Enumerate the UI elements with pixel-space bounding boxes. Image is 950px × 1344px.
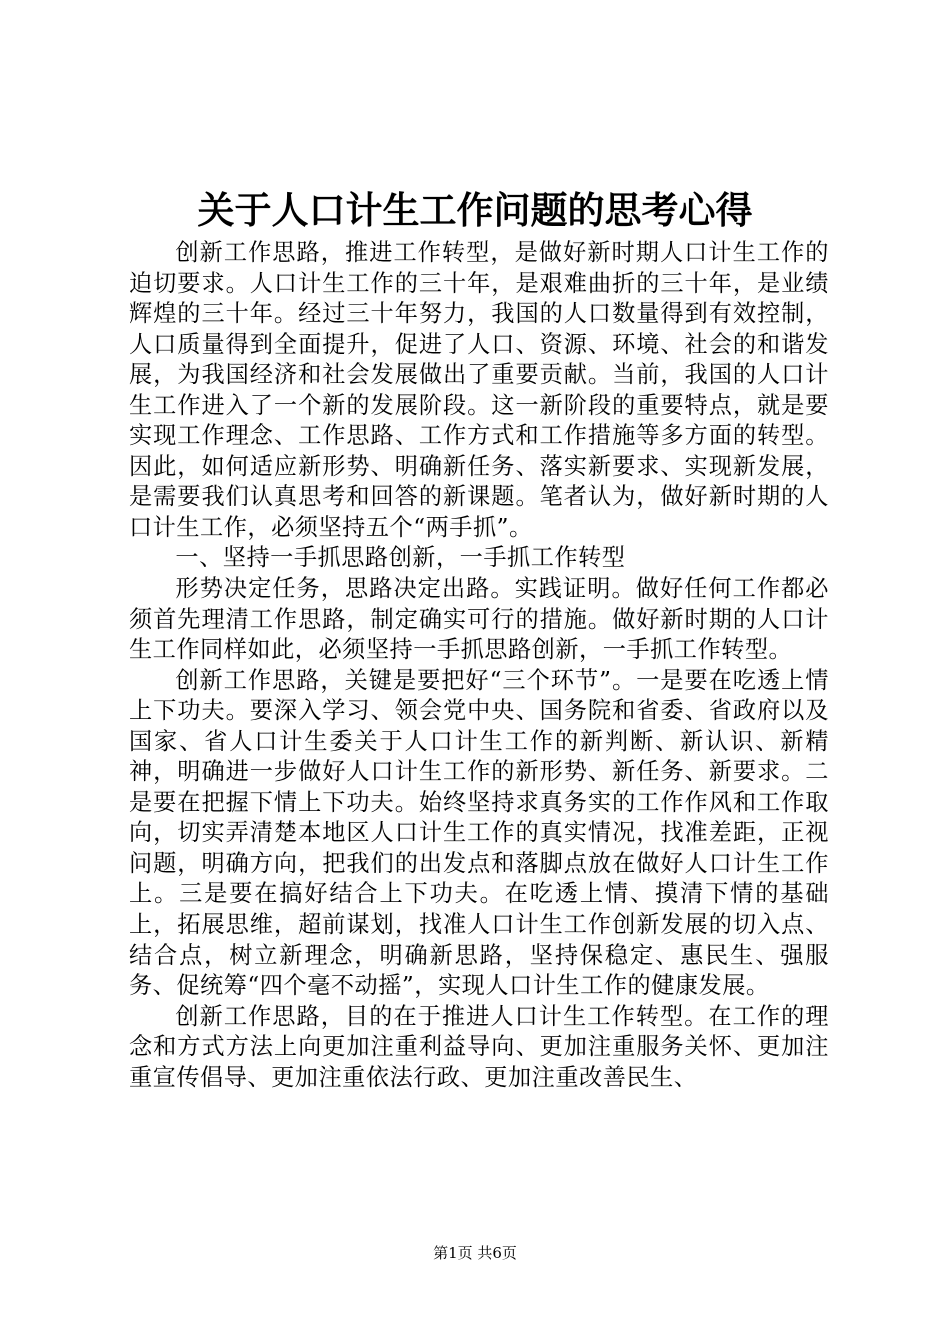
page-title: 关于人口计生工作问题的思考心得 (197, 188, 753, 232)
paragraph: 创新工作思路，关键是要把好“三个环节”。一是要在吃透上情上下功夫。要深入学习、领会党中央、国务院和省委、省政府以及国家、省人口计生委关于人口计生工作的新判断、新认识、新精神，明确进一步做好人口计生工作的新形势、新任务、新要求。二是要在把握下情上下功夫。始终坚持求真务实的工作作风和工作取向，切实弄清楚本地区人口计生工作的真实情况，找准差距，正视问题，明确方向，把我们的出发点和落脚点放在做好人口计生工作上。三是要在搞好结合上下功夫。在吃透上情、摸清下情的基础上，拓展思维，超前谋划，找准人口计生工作创新发展的切入点、结合点，树立新理念，明确新思路，坚持保稳定、惠民生、强服务、促统筹“四个毫不动摇”，实现人口计生工作的健康发展。 (129, 666, 829, 1000)
page-number-footer: 第1页 共6页 (433, 1244, 517, 1262)
section-heading-1: 一、坚持一手抓思路创新，一手抓工作转型 (175, 544, 626, 572)
document-body (129, 238, 829, 1093)
paragraph: 形势决定任务，思路决定出路。实践证明。做好任何工作都必须首先理清工作思路，制定确实可行的措施。做好新时期的人口计生工作同样如此，必须坚持一手抓思路创新，一手抓工作转型。 (129, 575, 829, 664)
paragraph-intro: 创新工作思路，推进工作转型，是做好新时期人口计生工作的迫切要求。人口计生工作的三十年，是艰难曲折的三十年，是业绩辉煌的三十年。经过三十年努力，我国的人口数量得到有效控制，人口质量得到全面提升，促进了人口、资源、环境、社会的和谐发展，为我国经济和社会发展做出了重要贡献。当前，我国的人口计生工作进入了一个新的发展阶段。这一新阶段的重要特点，就是要实现工作理念、工作思路、工作方式和工作措施等多方面的转型。因此，如何适应新形势、明确新任务、落实新要求、实现新发展，是需要我们认真思考和回答的新课题。笔者认为，做好新时期的人口计生工作，必须坚持五个“两手抓”。 (129, 239, 829, 541)
paragraph: 创新工作思路，目的在于推进人口计生工作转型。在工作的理念和方式方法上向更加注重利益导向、更加注重服务关怀、更加注重宣传倡导、更加注重依法行政、更加注重改善民生、 (129, 1002, 829, 1091)
